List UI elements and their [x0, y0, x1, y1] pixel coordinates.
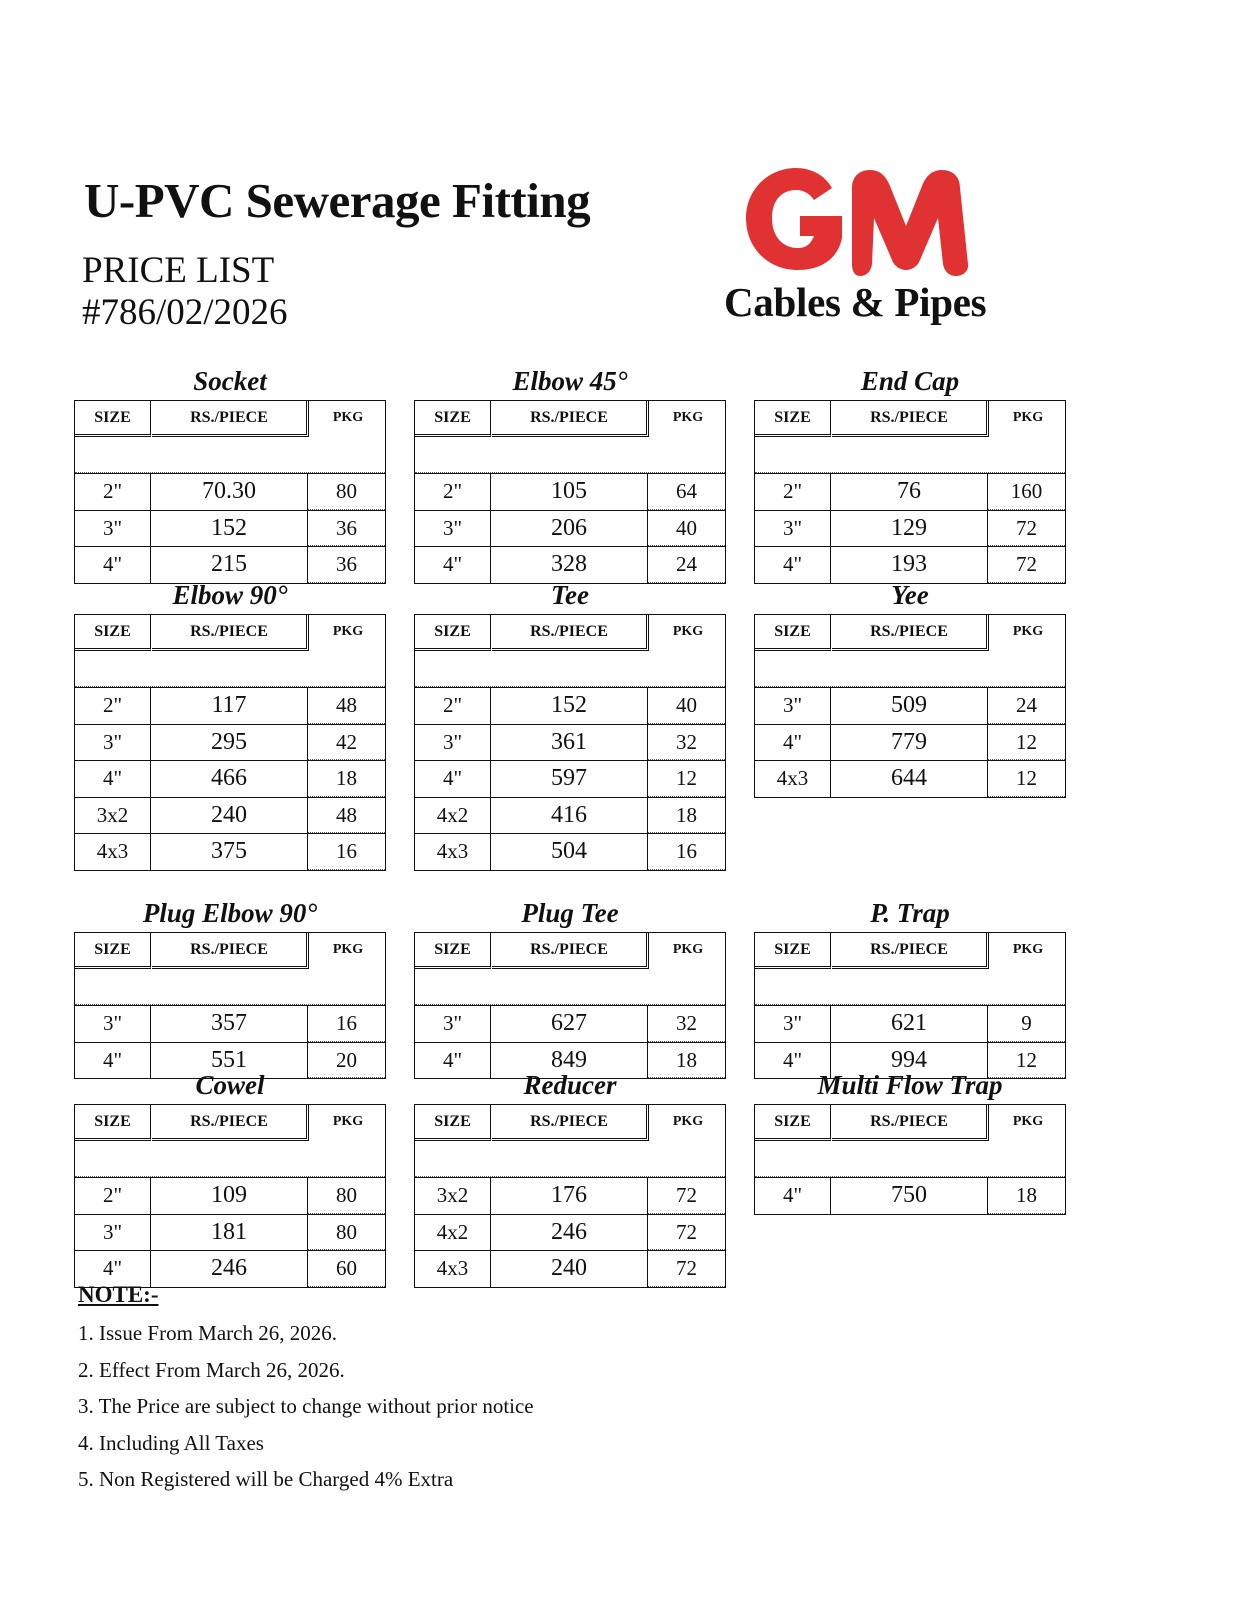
product-name: Elbow 45°	[512, 366, 628, 396]
size-column-header: SIZE	[75, 933, 151, 969]
size-cell: 3"	[415, 511, 491, 547]
note-item: 2. Effect From March 26, 2026.	[78, 1357, 345, 1382]
price-cell: 152	[491, 688, 648, 724]
size-cell: 2"	[415, 688, 491, 724]
product-name: Tee	[551, 580, 589, 610]
table-row	[755, 473, 1065, 510]
table-header	[415, 401, 725, 473]
price-cell: 246	[151, 1251, 308, 1287]
product-name: Yee	[891, 580, 929, 610]
pkg-cell: 60	[308, 1251, 385, 1287]
price-list-number: #786/02/2026	[82, 292, 288, 333]
price-cell: 375	[151, 834, 308, 870]
pkg-cell: 12	[988, 725, 1065, 761]
pkg-column-header: PKG	[332, 624, 364, 639]
price-table	[74, 1104, 386, 1288]
table-header	[755, 1105, 1065, 1177]
table-row	[415, 1005, 725, 1042]
price-cell: 627	[491, 1006, 648, 1042]
price-table	[74, 400, 386, 584]
price-cell: 176	[491, 1178, 648, 1214]
pkg-cell: 42	[308, 725, 385, 761]
note-item: 5. Non Registered will be Charged 4% Extra	[78, 1467, 454, 1491]
table-header	[75, 1105, 385, 1177]
price-cell: 361	[491, 725, 648, 761]
table-row	[755, 546, 1065, 583]
pkg-column-header: PKG	[672, 624, 704, 639]
price-cell: 215	[151, 547, 308, 583]
price-cell: 246	[491, 1215, 648, 1251]
size-cell: 4"	[755, 725, 831, 761]
size-cell: 3"	[75, 1215, 151, 1251]
subtitle: PRICE LIST	[82, 250, 275, 291]
pkg-cell: 64	[648, 474, 725, 510]
price-column-header: RS./PIECE	[492, 615, 649, 651]
price-column-header: RS./PIECE	[152, 615, 309, 651]
price-cell: 152	[151, 511, 308, 547]
price-cell: 129	[831, 511, 988, 547]
price-cell: 504	[491, 834, 648, 870]
price-column-header: RS./PIECE	[832, 933, 989, 969]
pkg-column-header: PKG	[332, 410, 364, 425]
product-name: Reducer	[523, 1070, 617, 1100]
pkg-cell: 12	[988, 761, 1065, 797]
size-column-header: SIZE	[755, 615, 831, 651]
size-cell: 4"	[755, 1178, 831, 1214]
price-cell: 551	[151, 1043, 308, 1079]
size-cell: 4"	[75, 761, 151, 797]
price-table	[754, 1104, 1066, 1215]
size-column-header: SIZE	[755, 933, 831, 969]
notes-heading: NOTE:-	[78, 1282, 159, 1307]
price-table	[754, 932, 1066, 1079]
product-name: Socket	[193, 366, 267, 396]
product-name: Plug Elbow 90°	[142, 898, 318, 928]
gm-logo-mark	[740, 160, 980, 280]
size-cell: 3x2	[415, 1178, 491, 1214]
pkg-cell: 48	[308, 798, 385, 834]
table-header	[415, 615, 725, 687]
price-column-header: RS./PIECE	[832, 1105, 989, 1141]
size-cell: 2"	[755, 474, 831, 510]
pkg-cell: 72	[988, 511, 1065, 547]
table-row	[755, 1005, 1065, 1042]
table-row	[755, 724, 1065, 761]
size-cell: 4x3	[415, 834, 491, 870]
table-row	[415, 510, 725, 547]
price-column-header: RS./PIECE	[492, 401, 649, 437]
price-cell: 117	[151, 688, 308, 724]
price-table	[74, 932, 386, 1079]
size-cell: 3x2	[75, 798, 151, 834]
price-column-header: RS./PIECE	[492, 933, 649, 969]
table-row	[415, 546, 725, 583]
table-header	[75, 615, 385, 687]
price-cell: 181	[151, 1215, 308, 1251]
table-row	[755, 687, 1065, 724]
product-name: End Cap	[860, 366, 960, 396]
price-cell: 597	[491, 761, 648, 797]
pkg-cell: 32	[648, 1006, 725, 1042]
table-row	[75, 510, 385, 547]
table-header	[415, 933, 725, 1005]
product-name: Multi Flow Trap	[817, 1070, 1003, 1100]
size-cell: 4"	[75, 547, 151, 583]
size-cell: 2"	[75, 474, 151, 510]
price-column-header: RS./PIECE	[152, 401, 309, 437]
table-header	[755, 933, 1065, 1005]
logo-tagline: Cables & Pipes	[724, 279, 987, 325]
price-table	[414, 400, 726, 584]
pkg-cell: 18	[988, 1178, 1065, 1214]
pkg-cell: 16	[308, 1006, 385, 1042]
size-cell: 4"	[415, 1043, 491, 1079]
table-header	[755, 615, 1065, 687]
size-cell: 4x2	[415, 798, 491, 834]
pkg-column-header: PKG	[1012, 1114, 1044, 1129]
price-cell: 240	[491, 1251, 648, 1287]
pkg-cell: 72	[988, 547, 1065, 583]
pkg-column-header: PKG	[332, 1114, 364, 1129]
size-cell: 4"	[755, 547, 831, 583]
price-cell: 994	[831, 1043, 988, 1079]
pkg-cell: 16	[648, 834, 725, 870]
price-table	[754, 400, 1066, 584]
table-row	[415, 1214, 725, 1251]
pkg-cell: 12	[648, 761, 725, 797]
table-row	[415, 724, 725, 761]
price-column-header: RS./PIECE	[152, 1105, 309, 1141]
table-row	[75, 833, 385, 870]
price-cell: 466	[151, 761, 308, 797]
pkg-column-header: PKG	[672, 942, 704, 957]
size-column-header: SIZE	[755, 401, 831, 437]
pkg-cell: 16	[308, 834, 385, 870]
pkg-cell: 40	[648, 511, 725, 547]
note-item: 4. Including All Taxes	[78, 1430, 264, 1455]
size-cell: 3"	[75, 725, 151, 761]
price-column-header: RS./PIECE	[492, 1105, 649, 1141]
pkg-cell: 40	[648, 688, 725, 724]
pkg-cell: 80	[308, 1178, 385, 1214]
pkg-cell: 18	[648, 798, 725, 834]
pkg-cell: 80	[308, 1215, 385, 1251]
table-row	[415, 797, 725, 834]
size-cell: 4x3	[415, 1251, 491, 1287]
pkg-cell: 18	[648, 1043, 725, 1079]
table-header	[755, 401, 1065, 473]
table-row	[415, 687, 725, 724]
price-table	[414, 932, 726, 1079]
product-name: Plug Tee	[521, 898, 619, 928]
table-row	[75, 760, 385, 797]
pkg-cell: 80	[308, 474, 385, 510]
price-cell: 849	[491, 1043, 648, 1079]
table-header	[75, 933, 385, 1005]
company-logo	[724, 160, 1040, 330]
price-cell: 750	[831, 1178, 988, 1214]
table-row	[755, 1177, 1065, 1214]
product-name: Elbow 90°	[172, 580, 288, 610]
size-cell: 2"	[75, 1178, 151, 1214]
pkg-cell: 12	[988, 1043, 1065, 1079]
table-row	[75, 1005, 385, 1042]
size-cell: 4"	[415, 547, 491, 583]
price-list-heading	[82, 250, 288, 334]
table-row	[75, 473, 385, 510]
pkg-column-header: PKG	[672, 410, 704, 425]
price-table	[754, 614, 1066, 798]
price-cell: 357	[151, 1006, 308, 1042]
size-cell: 3"	[415, 1006, 491, 1042]
table-row	[75, 1214, 385, 1251]
size-cell: 4x3	[755, 761, 831, 797]
price-cell: 644	[831, 761, 988, 797]
size-column-header: SIZE	[415, 401, 491, 437]
size-cell: 4"	[755, 1043, 831, 1079]
size-cell: 3"	[75, 1006, 151, 1042]
table-row	[415, 473, 725, 510]
price-cell: 328	[491, 547, 648, 583]
size-cell: 4"	[75, 1251, 151, 1287]
size-cell: 4"	[415, 761, 491, 797]
table-row	[415, 1177, 725, 1214]
table-row	[755, 510, 1065, 547]
pkg-column-header: PKG	[1012, 942, 1044, 957]
table-header	[75, 401, 385, 473]
size-cell: 4x3	[75, 834, 151, 870]
size-cell: 4"	[75, 1043, 151, 1079]
price-cell: 76	[831, 474, 988, 510]
price-cell: 206	[491, 511, 648, 547]
page-title: U-PVC Sewerage Fitting	[84, 173, 591, 228]
pkg-cell: 36	[308, 547, 385, 583]
table-row	[415, 760, 725, 797]
pkg-cell: 20	[308, 1043, 385, 1079]
note-item: 3. The Price are subject to change without prior notice	[78, 1394, 534, 1418]
price-cell: 779	[831, 725, 988, 761]
price-cell: 240	[151, 798, 308, 834]
size-cell: 3"	[755, 1006, 831, 1042]
pkg-cell: 24	[988, 688, 1065, 724]
price-cell: 193	[831, 547, 988, 583]
size-column-header: SIZE	[75, 615, 151, 651]
pkg-column-header: PKG	[1012, 410, 1044, 425]
table-row	[75, 724, 385, 761]
pkg-cell: 24	[648, 547, 725, 583]
price-cell: 109	[151, 1178, 308, 1214]
pkg-cell: 160	[988, 474, 1065, 510]
price-cell: 295	[151, 725, 308, 761]
price-cell: 70.30	[151, 474, 308, 510]
pkg-cell: 18	[308, 761, 385, 797]
pkg-column-header: PKG	[1012, 624, 1044, 639]
size-cell: 3"	[75, 511, 151, 547]
table-header	[415, 1105, 725, 1177]
pkg-cell: 9	[988, 1006, 1065, 1042]
pkg-cell: 72	[648, 1251, 725, 1287]
size-column-header: SIZE	[755, 1105, 831, 1141]
price-cell: 105	[491, 474, 648, 510]
price-cell: 416	[491, 798, 648, 834]
size-cell: 2"	[75, 688, 151, 724]
price-column-header: RS./PIECE	[832, 401, 989, 437]
price-table	[414, 1104, 726, 1288]
table-row	[75, 687, 385, 724]
product-name: P. Trap	[870, 898, 950, 928]
table-row	[75, 1177, 385, 1214]
product-name: Cowel	[195, 1070, 265, 1100]
size-cell: 4x2	[415, 1215, 491, 1251]
size-column-header: SIZE	[75, 401, 151, 437]
note-item: 1. Issue From March 26, 2026.	[78, 1321, 337, 1345]
size-cell: 2"	[415, 474, 491, 510]
size-cell: 3"	[755, 511, 831, 547]
pkg-cell: 72	[648, 1178, 725, 1214]
pkg-cell: 32	[648, 725, 725, 761]
pkg-cell: 36	[308, 511, 385, 547]
price-table	[74, 614, 386, 871]
size-cell: 3"	[755, 688, 831, 724]
size-column-header: SIZE	[415, 933, 491, 969]
pkg-column-header: PKG	[672, 1114, 704, 1129]
pkg-cell: 72	[648, 1215, 725, 1251]
table-row	[415, 833, 725, 870]
price-table	[414, 614, 726, 871]
size-cell: 3"	[415, 725, 491, 761]
size-column-header: SIZE	[415, 1105, 491, 1141]
price-cell: 621	[831, 1006, 988, 1042]
notes-section	[78, 1282, 534, 1501]
price-column-header: RS./PIECE	[152, 933, 309, 969]
table-row	[755, 760, 1065, 797]
size-column-header: SIZE	[75, 1105, 151, 1141]
table-row	[75, 546, 385, 583]
table-row	[75, 797, 385, 834]
size-column-header: SIZE	[415, 615, 491, 651]
pkg-column-header: PKG	[332, 942, 364, 957]
price-column-header: RS./PIECE	[832, 615, 989, 651]
pkg-cell: 48	[308, 688, 385, 724]
price-cell: 509	[831, 688, 988, 724]
